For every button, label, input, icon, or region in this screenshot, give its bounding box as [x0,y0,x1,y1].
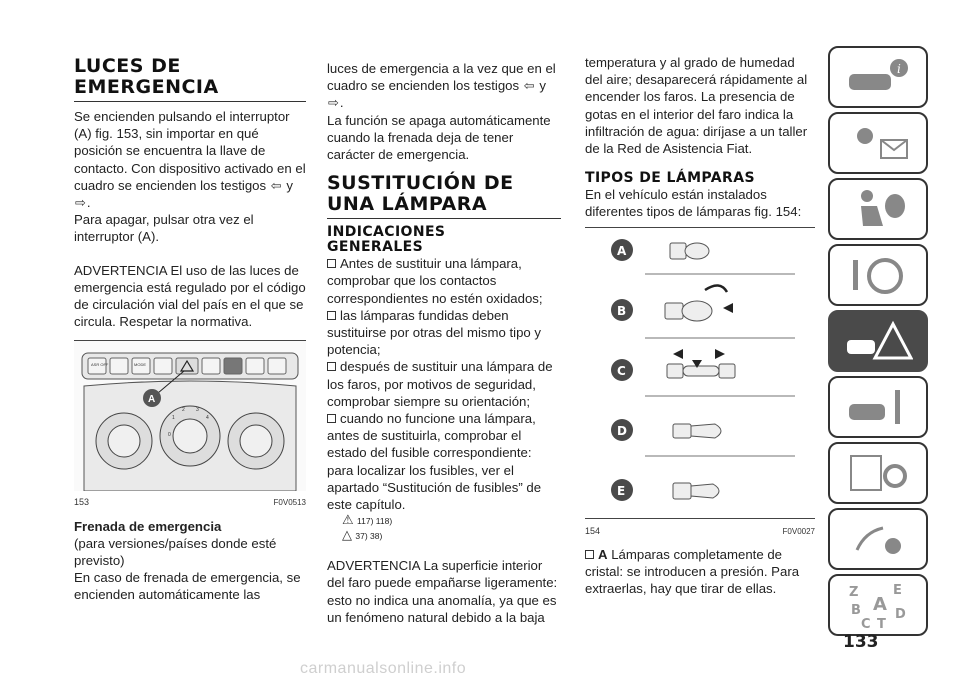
index-letter: C [861,617,871,630]
index-letter: Z [849,585,859,600]
figure-153 [74,340,306,490]
subheading-line-2: GENERALES [327,239,424,256]
section-heading [74,56,306,98]
list-item: cuando no funcione una lámpara, antes de sustituirla, comprobar el estado del fusible correspondiente: para localizar los fusibles, ver el apartado “Sustitución de fusibles” de este capítulo. [327,411,542,513]
bullet-box-icon [327,414,336,423]
lamp-types-illustration [585,228,815,520]
bullet-box-icon [585,550,594,559]
subsection-heading [327,225,561,255]
conjunction: y [286,177,293,193]
page-number: 133 [843,632,879,652]
asr-label: ASR OFF [91,362,109,368]
bullet-box-icon [327,259,336,268]
warning-icon: ⚠ [342,512,354,528]
multimedia-icon [843,514,913,564]
airbag-icon [843,184,913,234]
heading-line-2: EMERGENCIA [74,76,219,98]
tab-maintenance[interactable] [828,376,928,438]
period: . [339,95,344,111]
warning-reference: ⚠ 117) 118) [342,512,393,528]
tab-warning-lights[interactable] [828,112,928,174]
paragraph: temperatura y al grado de humedad del aire; desaparecerá rápidamente al encender los faros. La presencia de gotas en el interior del faro indica la infiltración de agua: diríjase a un taller de la Red de Asistencia Fiat. [585,55,808,157]
index-icon [843,580,913,630]
turn-left-indicator-icon: ⇦ [523,78,535,94]
period: . [86,195,91,211]
heading-line-1: SUSTITUCIÓN DE [327,172,514,195]
turn-left-indicator-icon: ⇦ [270,177,282,193]
tab-info-car[interactable] [828,46,928,108]
knob-label-4: 4 [206,415,209,422]
list-item: después de sustituir una lámpara de los faros, por motivos de seguridad, comprobar siempre su orientación; [327,359,553,409]
knob-label-3: 3 [196,407,199,414]
bullet-box-icon [327,362,336,371]
column-2 [327,60,561,626]
list-item: A Lámparas completamente de cristal: se introducen a presión. Para extraerlas, hay que tirar de ellas. [585,546,800,597]
paragraph: Para apagar, pulsar otra vez el interruptor (A). [74,212,254,245]
figure-number: 154 [585,525,601,536]
heading-rule [74,101,306,102]
technical-data-icon [843,448,913,498]
emergency-icon [843,316,913,366]
turn-right-indicator-icon: ⇨ [75,195,86,211]
figure-caption [74,494,306,511]
tab-multimedia[interactable] [828,508,928,570]
paragraph [74,108,306,211]
lamp-label-e: E [617,483,626,498]
tab-index[interactable] [828,574,928,636]
car-info-icon [843,52,913,102]
knob-label-0: 0 [168,432,171,439]
tab-safety[interactable] [828,178,928,240]
heading-line-2: UNA LÁMPARA [327,193,488,216]
lamp-label-d: D [617,423,627,438]
mode-label: MODE [134,362,146,368]
paragraph [327,60,561,112]
dashboard-controls-illustration [74,341,306,491]
index-letter: T [877,617,886,630]
section-heading: TIPOS DE LÁMPARAS [585,170,755,187]
column-1 [74,56,306,604]
maintenance-icon [843,382,913,432]
subheading: Frenada de emergencia [74,518,222,534]
figure-154 [585,227,815,519]
chapter-sidebar [828,46,932,640]
section-heading [327,173,561,215]
figure-number: 153 [74,497,90,508]
turn-right-indicator-icon: ⇨ [328,95,339,111]
tab-emergency[interactable] [828,310,928,372]
knob-label-1: 1 [172,415,175,422]
column-3 [585,54,815,597]
figure-code: F0V0513 [273,498,306,508]
warning-lights-icon [843,118,913,168]
index-letter: B [851,603,861,618]
paragraph: (para versiones/países donde esté previsto) [74,535,277,569]
caution-icon: △ [342,527,352,543]
heading-line-1: LUCES DE [74,55,181,77]
warning-paragraph: ADVERTENCIA La superficie interior del faro puede empañarse ligeramente: esto no indica una anomalía, ya que es un fenómeno natural debido a la baja [327,558,558,625]
paragraph: La función se apaga automáticamente cuando la frenada deja de tener carácter de emergencia. [327,112,551,163]
lamp-label-b: B [617,303,627,318]
paragraph-text: luces de emergencia a la vez que en el cuadro se encienden los testigos [327,61,556,94]
tab-technical-data[interactable] [828,442,928,504]
tab-driving[interactable] [828,244,928,306]
figure-caption [585,523,815,540]
bullet-box-icon [327,311,336,320]
index-letter: E [893,583,902,598]
conjunction: y [539,78,546,94]
svg-text:i: i [897,62,901,76]
heading-rule [327,218,561,219]
lamp-label-a: A [617,243,627,258]
paragraph-text: Se encienden pulsando el interruptor (A) fig. 153, sin importar en qué posición se encuentra la llave de contacto. Con dispositivo activado en el cuadro se encienden los testigos [74,109,306,193]
index-letter: A [873,594,887,615]
list-item: las lámparas fundidas deben sustituirse por otras del mismo tipo y potencia; [327,307,542,358]
warning-paragraph: ADVERTENCIA El uso de las luces de emergencia está regulado por el código de circulación vial del país en el que se circula. Respetar la normativa. [74,262,306,330]
callout-a: A [148,394,156,406]
paragraph: En caso de frenada de emergencia, se encienden automáticamente las [74,570,301,603]
watermark: carmanualsonline.info [300,660,467,677]
paragraph: En el vehículo están instalados diferentes tipos de lámparas fig. 154: [585,187,802,220]
lamp-label-c: C [617,363,626,378]
warning-reference: △ 37) 38) [342,527,383,543]
knob-label-2: 2 [182,407,185,414]
subheading-line-1: INDICACIONES [327,224,446,241]
index-letter: D [895,607,906,622]
steering-wheel-icon [843,250,913,300]
figure-code: F0V0027 [782,526,815,536]
list-item: Antes de sustituir una lámpara, comprobar que los contactos correspondientes no estén oxidados; [327,256,543,306]
